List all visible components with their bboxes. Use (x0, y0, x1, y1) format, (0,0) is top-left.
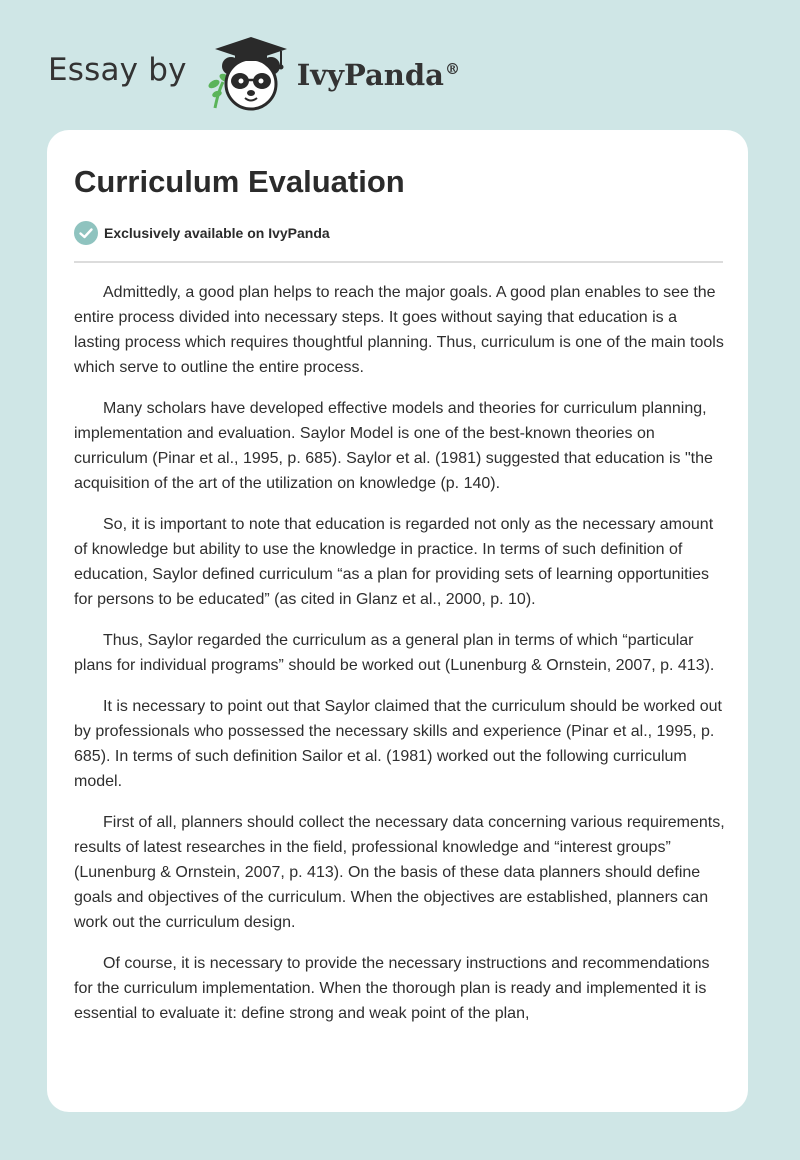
panda-graduate-logo-icon[interactable] (201, 34, 293, 114)
registered-mark: ® (444, 60, 460, 79)
page-title: Curriculum Evaluation (74, 164, 405, 199)
essay-body (74, 280, 726, 1042)
check-circle-icon (74, 221, 98, 245)
site-header (48, 34, 460, 114)
exclusive-badge (74, 221, 330, 245)
exclusive-label: Exclusively available on IvyPanda (104, 225, 330, 241)
paragraph: So, it is important to note that education is regarded not only as the necessary amount of knowledge but ability to use the knowledge in practice. In terms of such definition of education, Saylor defined curriculum “as a plan for providing sets of learning opportunities for persons to be educated” (as cited in Glanz et al., 2000, p. 10). (74, 516, 714, 608)
paragraph: Many scholars have developed effective models and theories for curriculum planning, implementation and evaluation. Saylor Model is one of the best-known theories on curriculum (Pinar et al., 1995, p. 685). Saylor et al. (1981) suggested that education is "the acquisition of the art of the utilization on knowledge (p. 140). (74, 400, 713, 492)
brand-name[interactable]: IvyPanda® (296, 58, 460, 92)
essay-by-label: Essay by (48, 52, 187, 88)
title-divider (74, 261, 723, 263)
paragraph: Of course, it is necessary to provide the necessary instructions and recommendations for the curriculum implementation. When the thorough plan is ready and implemented it is essential to evaluate it: define strong and weak point of the plan, (74, 955, 710, 1022)
paragraph: First of all, planners should collect the necessary data concerning various requirements, results of latest researches in the field, professional knowledge and “interest groups” (Lunenburg & Ornstein, 2007, p. 413). On the basis of these data planners should define goals and objectives of the curriculum. When the objectives are established, planners can work out the curriculum design. (74, 814, 725, 931)
paragraph: Admittedly, a good plan helps to reach the major goals. A good plan enables to see the entire process divided into necessary steps. It goes without saying that education is a lasting process which requires thoughtful planning. Thus, curriculum is one of the main tools which serve to outline the entire process. (74, 284, 724, 376)
paragraph: Thus, Saylor regarded the curriculum as a general plan in terms of which “particular plans for individual programs” should be worked out (Lunenburg & Ornstein, 2007, p. 413). (74, 632, 715, 674)
paragraph: It is necessary to point out that Saylor claimed that the curriculum should be worked out by professionals who possessed the necessary skills and experience (Pinar et al., 1995, p. 685). In terms of such definition Sailor et al. (1981) worked out the following curriculum model. (74, 698, 722, 790)
essay-card (47, 130, 748, 1112)
